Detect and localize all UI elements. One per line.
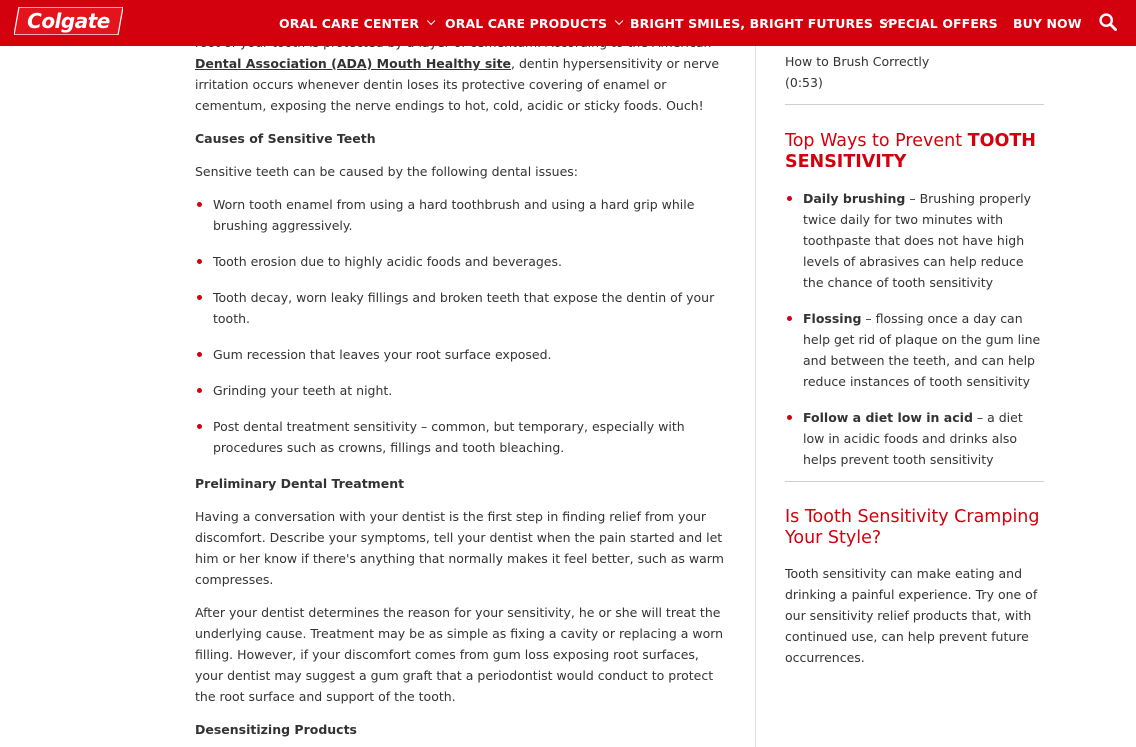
- sidebar-divider: [785, 481, 1044, 482]
- causes-list: [195, 194, 725, 458]
- list-item: Post dental treatment sensitivity – common, but temporary, especially with procedures such as crowns, fillings and tooth bleaching.: [195, 416, 725, 458]
- nav-special-offers[interactable]: SPECIAL OFFERS: [879, 15, 998, 31]
- chevron-down-icon: [427, 17, 435, 25]
- desensitizing-heading: Desensitizing Products: [195, 722, 357, 737]
- colgate-logo[interactable]: Colgate: [14, 7, 123, 35]
- cramping-title: Is Tooth Sensitivity Cramping Your Style?: [785, 507, 1040, 548]
- prevent-list: [785, 188, 1044, 470]
- intro-paragraph: Dental Association (ADA) Mouth Healthy site, dentin hypersensitivity or nerve irritation occurs whenever dentin loses its protective covering of enamel or cementum, exposing the nerve endings to hot, cold, acidic or sticky foods. Ouch!: [195, 56, 720, 113]
- list-item: Daily brushing – Brushing properly twice daily for two minutes with toothpaste that does not have high levels of abrasives can help reduce the chance of tooth sensitivity: [785, 188, 1044, 293]
- causes-intro: Sensitive teeth can be caused by the following dental issues:: [195, 164, 578, 179]
- list-item: Gum recession that leaves your root surface exposed.: [195, 344, 725, 365]
- sidebar-divider: [785, 104, 1044, 105]
- list-item: Follow a diet low in acid – a diet low in acidic foods and drinks also helps prevent tooth sensitivity: [785, 407, 1044, 470]
- video-title: How to Brush Correctly: [785, 54, 930, 69]
- causes-heading: Causes of Sensitive Teeth: [195, 131, 376, 146]
- cramping-text: Tooth sensitivity can make eating and drinking a painful experience. Try one of our sensitivity relief products that, with continued use, can help prevent future occurrences.: [785, 566, 1038, 665]
- treatment-paragraph-1: Having a conversation with your dentist is the first step in finding relief from your discomfort. Describe your symptoms, tell your dentist when the pain started and let him or her know if there's anything that normally makes it feel better, such as warm compresses.: [195, 509, 724, 587]
- sidebar: [785, 51, 1044, 668]
- nav-oral-care-products[interactable]: ORAL CARE PRODUCTS: [445, 0, 620, 46]
- list-item: Worn tooth enamel from using a hard toothbrush and using a hard grip while brushing aggressively.: [195, 194, 725, 236]
- prevent-title: Top Ways to Prevent TOOTH SENSITIVITY: [785, 131, 1036, 172]
- list-item: Grinding your teeth at night.: [195, 380, 725, 401]
- nav-buy-now[interactable]: BUY NOW: [1013, 15, 1082, 31]
- search-icon[interactable]: [1099, 13, 1117, 31]
- article-body: [195, 32, 725, 747]
- ada-mouth-healthy-link[interactable]: Dental Association (ADA) Mouth Healthy site: [195, 56, 512, 71]
- video-duration: (0:53): [785, 75, 823, 90]
- list-item: Tooth erosion due to highly acidic foods and beverages.: [195, 251, 725, 272]
- list-item: Flossing – flossing once a day can help get rid of plaque on the gum line and between the teeth, and can help reduce instances of tooth sensitivity: [785, 308, 1044, 392]
- video-link[interactable]: [785, 51, 1044, 93]
- site-header: [0, 0, 1136, 46]
- list-item: Tooth decay, worn leaky fillings and broken teeth that expose the dentin of your tooth.: [195, 287, 725, 329]
- column-divider: [755, 46, 756, 747]
- treatment-heading: Preliminary Dental Treatment: [195, 476, 405, 491]
- nav-bright-smiles[interactable]: BRIGHT SMILES, BRIGHT FUTURES: [630, 0, 886, 46]
- nav-oral-care-center[interactable]: ORAL CARE CENTER: [279, 0, 432, 46]
- treatment-paragraph-2: After your dentist determines the reason for your sensitivity, he or she will treat the underlying cause. Treatment may be as simple as fixing a cavity or replacing a worn filling. However, if your discomfort comes from gum loss exposing root surfaces, your dentist may suggest a gum graft that a periodontist would conduct to protect the root surface and support of the tooth.: [195, 605, 724, 704]
- chevron-down-icon: [615, 17, 623, 25]
